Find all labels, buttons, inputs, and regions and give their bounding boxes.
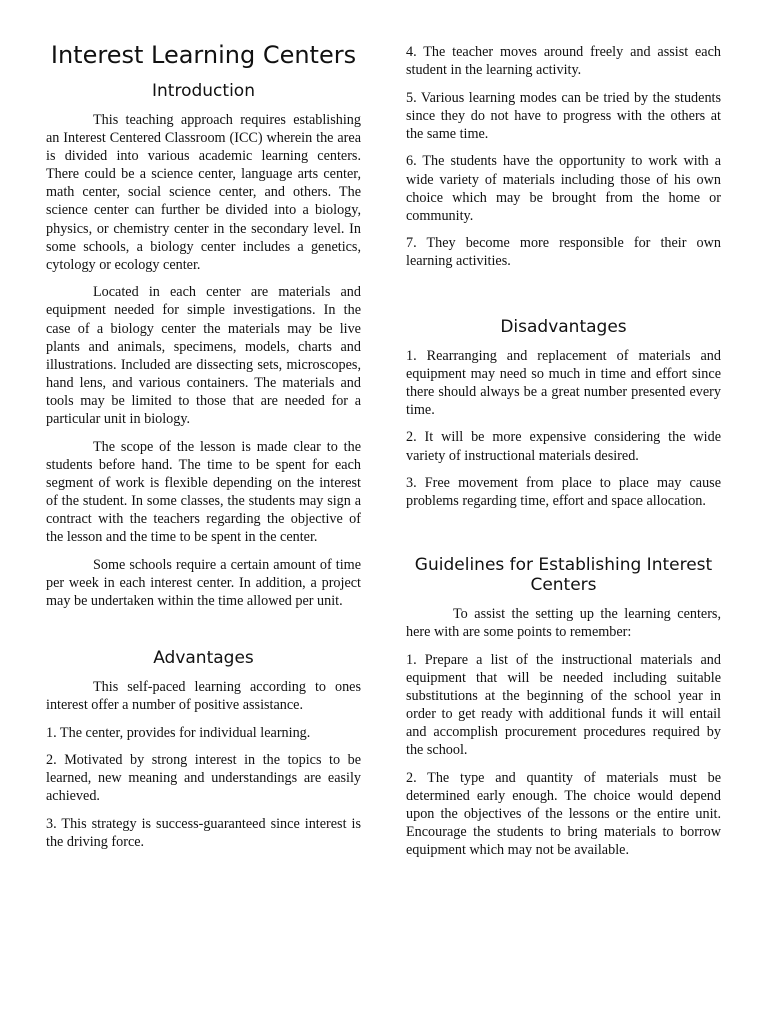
disadvantage-item: 1. Rearranging and replacement of materials and equipment may need so much in time and effort since there should always be a great number presented every time. <box>406 347 721 418</box>
introduction-paragraph: The scope of the lesson is made clear to the students before hand. The time to be spent for each segment of work is flexible depending on the interest of the student. In some classes, the students may sign a contract with the teachers regarding the objective of the lesson and the time to be spent in the center. <box>46 438 361 546</box>
disadvantage-item: 3. Free movement from place to place may cause problems regarding time, effort and space allocation. <box>406 475 721 510</box>
disadvantages-heading: Disadvantages <box>500 316 627 337</box>
introduction-paragraph: This teaching approach requires establishing an Interest Centered Classroom (ICC) wherein the area is divided into various academic learning centers. There could be a science center, language arts center, math center, social science center, and others. The science center can further be divided into a biology, physics, or chemistry center in the secondary level. In some schools, a biology center includes a genetics, cytology or ecology center. <box>46 112 361 273</box>
guideline-item: 1. Prepare a list of the instructional materials and equipment that will be needed including suitable substitutions at the beginning of the school year in order to get ready with additional funds it will entail and accomplish procurement procedures required by the school. <box>406 651 721 759</box>
disadvantage-item: 2. It will be more expensive considering the wide variety of instructional materials desired. <box>406 429 721 464</box>
guidelines-intro: To assist the setting up the learning centers, here with are some points to remember: <box>406 606 721 641</box>
advantage-item: 5. Various learning modes can be tried by the students since they do not have to progress with the others at the same time. <box>406 89 721 142</box>
advantage-item: 1. The center, provides for individual learning. <box>46 724 311 741</box>
guidelines-heading: Guidelines for Establishing Interest Centers <box>414 555 713 596</box>
advantage-item: 4. The teacher moves around freely and assist each student in the learning activity. <box>406 44 721 79</box>
right-column <box>406 43 721 869</box>
advantage-item: 7. They become more responsible for their own learning activities. <box>406 235 721 270</box>
advantage-item: 6. The students have the opportunity to work with a wide variety of materials including those of his own choice which may be brought from the home or community. <box>406 153 721 224</box>
guideline-item: 2. The type and quantity of materials must be determined early enough. The choice would depend upon the objectives of the lessons or the entire unit. Encourage the students to bring materials to borrow equipment which may not be available. <box>406 770 721 859</box>
introduction-paragraph: Some schools require a certain amount of time per week in each interest center. In addition, a project may be undertaken within the time allowed per unit. <box>46 556 361 609</box>
advantages-heading: Advantages <box>153 647 254 668</box>
advantage-item: 2. Motivated by strong interest in the topics to be learned, new meaning and understandings are easily achieved. <box>46 752 361 805</box>
document-title: Interest Learning Centers <box>50 41 357 69</box>
advantage-item: 3. This strategy is success-guaranteed since interest is the driving force. <box>46 816 361 851</box>
introduction-heading: Introduction <box>152 81 255 101</box>
introduction-paragraph: Located in each center are materials and equipment needed for simple investigations. In the case of a biology center the materials may be live plants and animals, specimens, models, charts and illustrations. Included are dissecting sets, microscopes, hand lens, and various containers. The materials and tools may be limited to those that are needed for a particular unit in biology. <box>46 284 361 427</box>
left-column <box>46 40 361 861</box>
advantages-intro: This self-paced learning according to ones interest offer a number of positive assistance. <box>46 678 361 714</box>
